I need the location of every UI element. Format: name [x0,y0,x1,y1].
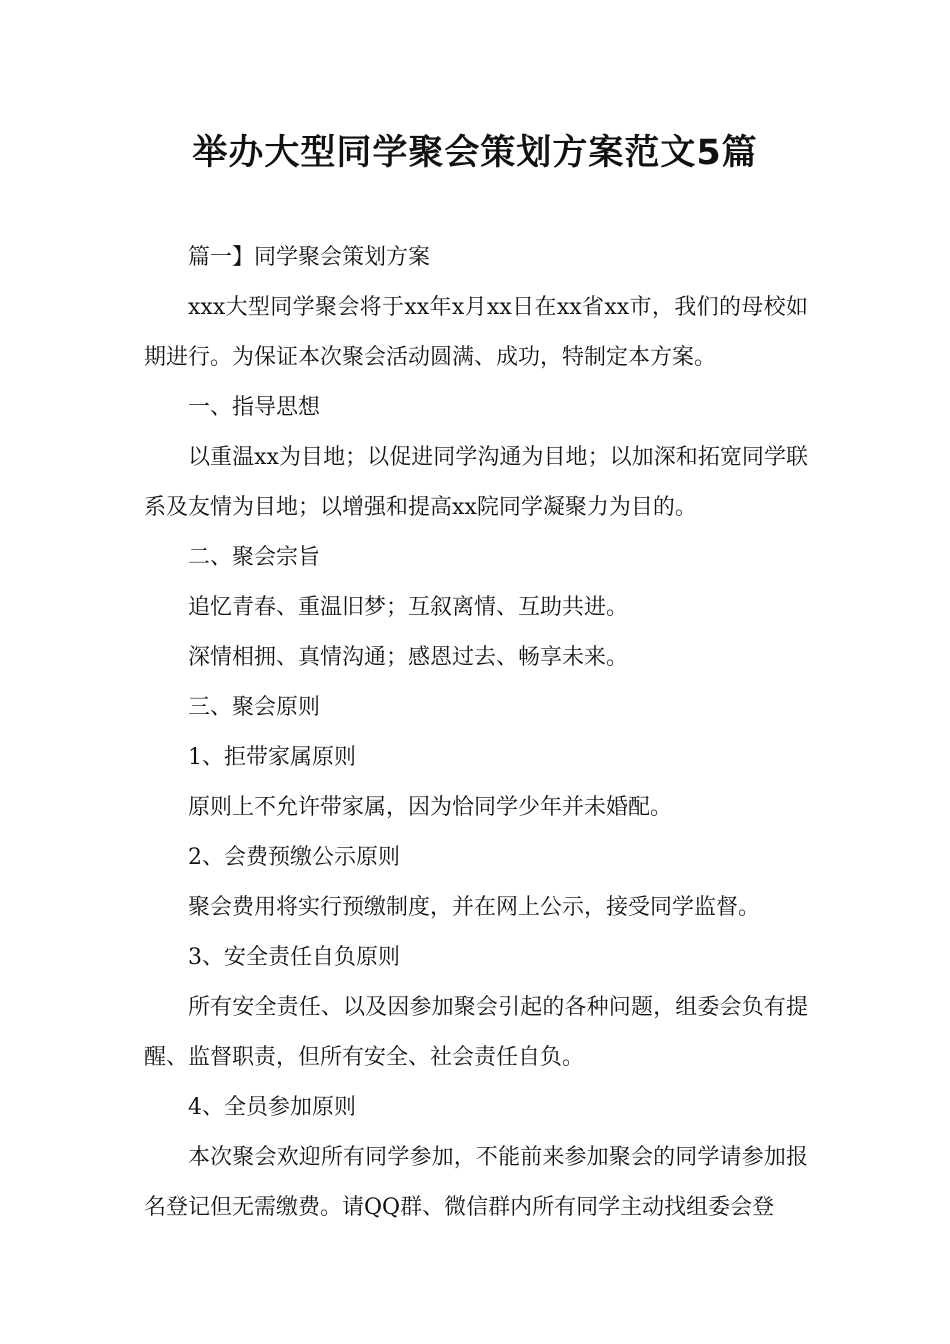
paragraph: 篇一】同学聚会策划方案 [188,245,431,270]
paragraph: 1、拒带家属原则 [188,745,356,770]
paragraph: 一、指导思想 [188,395,321,420]
paragraph: 本次聚会欢迎所有同学参加，不能前来参加聚会的同学请参加报名登记但无需缴费。请QQ群、微信群内所有同学主动找组委会登 [144,1145,808,1220]
paragraph: 所有安全责任、以及因参加聚会引起的各种问题，组委会负有提醒、监督职责，但所有安全、社会责任自负。 [144,995,808,1070]
paragraph: 二、聚会宗旨 [188,545,321,570]
paragraph: 3、安全责任自负原则 [188,945,400,970]
paragraph: xxx大型同学聚会将于xx年x月xx日在xx省xx市，我们的母校如期进行。为保证本次聚会活动圆满、成功，特制定本方案。 [144,295,808,370]
paragraph: 2、会费预缴公示原则 [188,845,400,870]
paragraph: 追忆青春、重温旧梦；互叙离情、互助共进。 [188,595,629,620]
document-title: 举办大型同学聚会策划方案范文5篇 [192,133,758,173]
paragraph: 4、全员参加原则 [188,1095,356,1120]
document-body [144,233,808,1233]
paragraph: 深情相拥、真情沟通；感恩过去、畅享未来。 [188,645,629,670]
paragraph: 聚会费用将实行预缴制度，并在网上公示，接受同学监督。 [188,895,761,920]
paragraph: 三、聚会原则 [188,695,321,720]
paragraph: 原则上不允许带家属，因为恰同学少年并未婚配。 [188,795,673,820]
paragraph: 以重温xx为目地；以促进同学沟通为目地；以加深和拓宽同学联系及友情为目地；以增强和提高xx院同学凝聚力为目的。 [144,445,808,520]
